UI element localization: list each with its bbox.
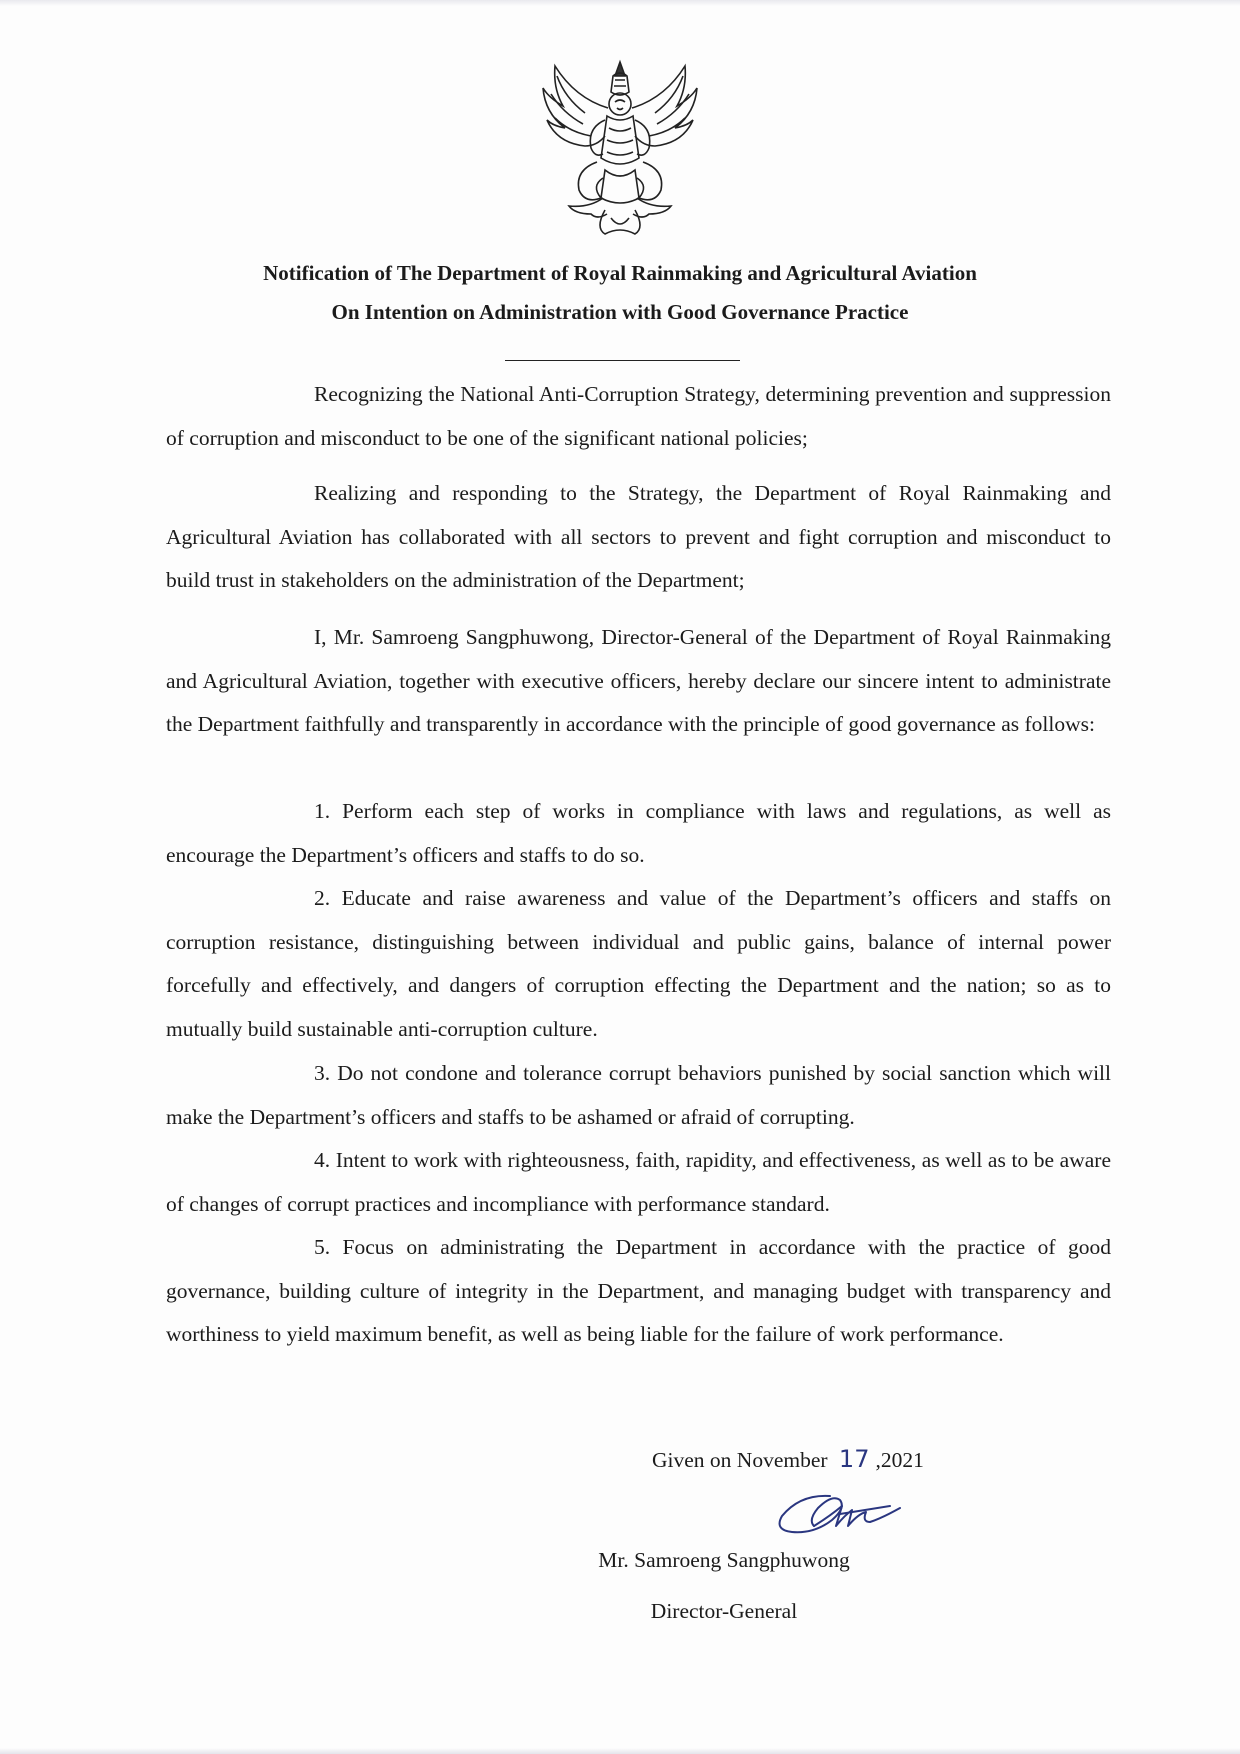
signer-name: Mr. Samroeng Sangphuwong — [598, 1548, 850, 1572]
paragraph — [166, 373, 1111, 460]
notice-title-line-2: On Intention on Administration with Good Governance Practice — [331, 300, 909, 324]
handwritten-day: 17 — [838, 1445, 870, 1473]
list-item-text: 2. Educate and raise awareness and value of the Department’s officers and staffs on corruption resistance, distinguishing between individual and public gains, balance of internal power forcefully and effectively, and dangers of corruption effecting the Department and the nation; so as to mutually build sustainable anti-corruption culture. — [166, 886, 1111, 1041]
list-item — [166, 790, 1111, 877]
list-item — [166, 877, 1111, 1051]
garuda-emblem-icon — [535, 58, 705, 238]
paragraph — [166, 616, 1111, 747]
list-item — [166, 1226, 1111, 1357]
list-item — [166, 1139, 1111, 1226]
paragraph-text: I, Mr. Samroeng Sangphuwong, Director-General of the Department of Royal Rainmaking and Agricultural Aviation, together with executive officers, hereby declare our sincere intent to administrate the Department faithfully and transparently in accordance with the principle of good governance as follows: — [166, 625, 1111, 736]
signer-title: Director-General — [650, 1599, 798, 1623]
page-bottom-edge — [0, 1748, 1240, 1754]
given-prefix: Given on November — [652, 1448, 828, 1472]
paragraph-text: Realizing and responding to the Strategy, the Department of Royal Rainmaking and Agricultural Aviation has collaborated with all sectors to prevent and fight corruption and misconduct to build trust in stakeholders on the administration of the Department; — [166, 481, 1111, 592]
notice-title-line-1: Notification of The Department of Royal Rainmaking and Agricultural Aviation — [263, 261, 977, 285]
paragraph — [166, 472, 1111, 603]
list-item-text: 3. Do not condone and tolerance corrupt behaviors punished by social sanction which will make the Department’s officers and staffs to be ashamed or afraid of corrupting. — [166, 1061, 1111, 1129]
given-date — [652, 1439, 924, 1480]
list-item-text: 4. Intent to work with righteousness, faith, rapidity, and effectiveness, as well as to be aware of changes of corrupt practices and incompliance with performance standard. — [166, 1148, 1111, 1216]
list-item-text: 1. Perform each step of works in compliance with laws and regulations, as well as encourage the Department’s officers and staffs to do so. — [166, 799, 1111, 867]
signature-image — [770, 1486, 910, 1546]
list-item — [166, 1052, 1111, 1139]
paragraph-text: Recognizing the National Anti-Corruption Strategy, determining prevention and suppression of corruption and misconduct to be one of the significant national policies; — [166, 382, 1111, 450]
list-item-text: 5. Focus on administrating the Department in accordance with the practice of good governance, building culture of integrity in the Department, and managing budget with transparency and worthiness to yield maximum benefit, as well as being liable for the failure of work performance. — [166, 1235, 1111, 1346]
given-year: ,2021 — [875, 1448, 924, 1472]
page-top-edge — [0, 0, 1240, 6]
title-divider — [505, 360, 740, 361]
